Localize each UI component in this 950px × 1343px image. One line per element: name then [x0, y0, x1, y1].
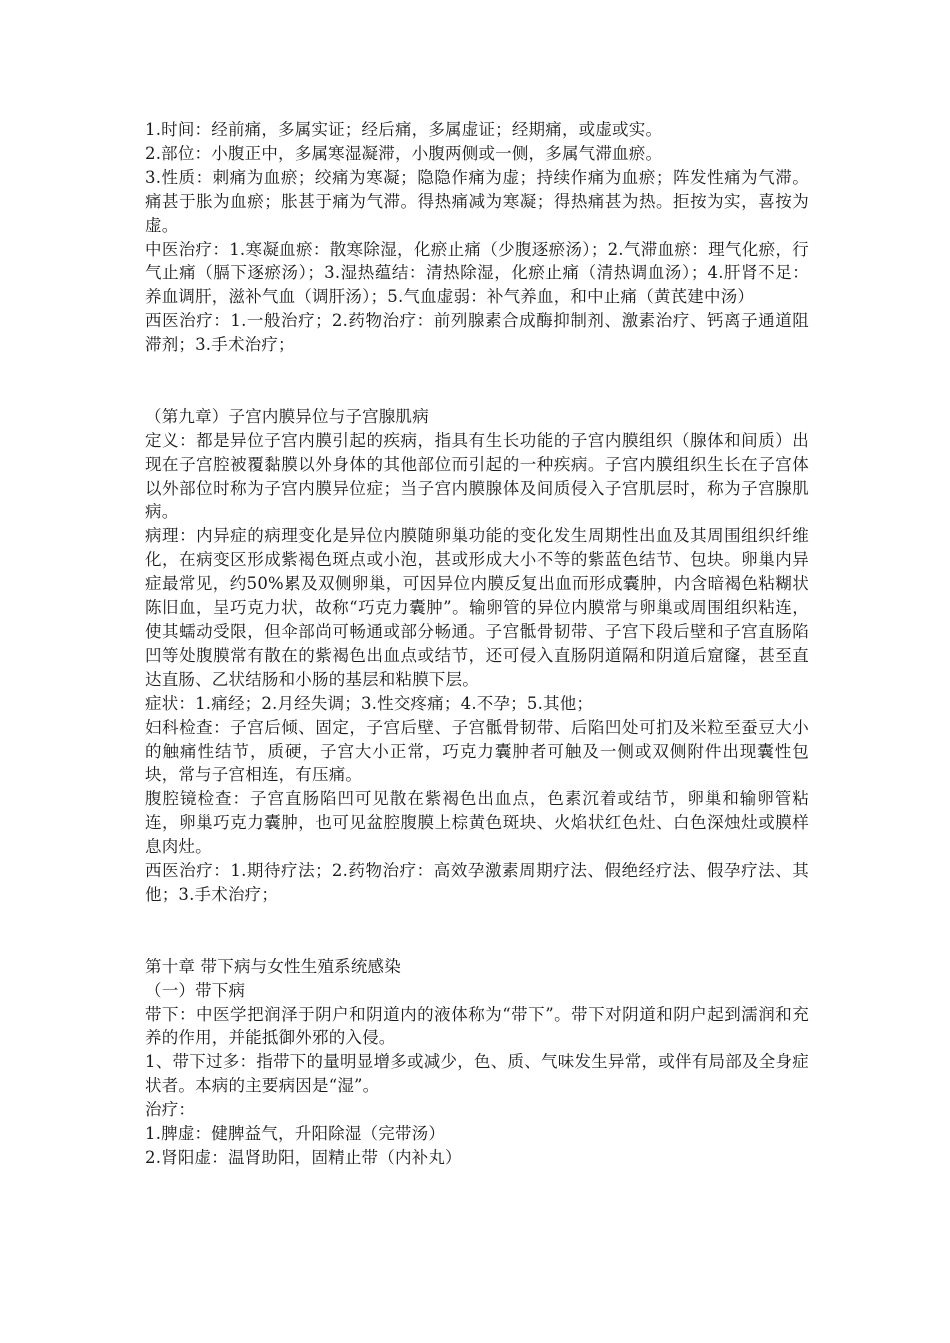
- definition-paragraph: 定义：都是异位子宫内膜引起的疾病，指具有生长功能的子宫内膜组织（腺体和间质）出现在子宫腔被覆黏膜以外身体的其他部位而引起的一种疾病。子宫内膜组织生长在子宫体以外部位时称为子宫内膜异位症；当子宫内膜腺体及间质侵入子宫肌层时，称为子宫腺肌病。: [145, 430, 809, 522]
- leukorrhea-definition-paragraph: 带下：中医学把润泽于阴户和阴道内的液体称为“带下”。带下对阴道和阴户起到濡润和充养的作用，并能抵御外邪的入侵。: [145, 1004, 809, 1048]
- document-page: [145, 118, 809, 1170]
- chapter-ten-heading: 第十章 带下病与女性生殖系统感染: [145, 956, 401, 976]
- treatment-label: 治疗：: [145, 1100, 196, 1120]
- dysmenorrhea-time-item: 1.时间：经前痛，多属实证；经后痛，多属虚证；经期痛，或虚或实。: [145, 120, 663, 139]
- western-treatment-paragraph: 西医治疗：1.一般治疗；2.药物治疗：前列腺素合成酶抑制剂、激素治疗、钙离子通道阻滞剂；3.手术治疗；: [145, 311, 809, 355]
- western-treatment-paragraph-2: 西医治疗：1.期待疗法；2.药物治疗：高效孕激素周期疗法、假绝经疗法、假孕疗法、其他；3.手术治疗；: [145, 861, 809, 904]
- gynecologic-exam-paragraph: 妇科检查：子宫后倾、固定，子宫后壁、子宫骶骨韧带、后陷凹处可扪及米粒至蚕豆大小的触痛性结节，质硬，子宫大小正常，巧克力囊肿者可触及一侧或双侧附件出现囊性包块，常与子宫相连，有压痛。: [145, 717, 809, 785]
- section-spacer: [145, 357, 809, 405]
- section-spacer: [145, 907, 809, 955]
- chapter-nine-heading: （第九章）子宫内膜异位与子宫腺肌病: [145, 406, 429, 426]
- tcm-treatment-paragraph: 中医治疗：1.寒凝血瘀：散寒除湿，化瘀止痛（少腹逐瘀汤）；2.气滞血瘀：理气化瘀，行气止痛（膈下逐瘀汤）；3.湿热蕴结：清热除湿，化瘀止痛（清热调血汤）；4.肝肾不足：养血调肝，滋补气血（调肝汤）；5.气血虚弱：补气养血，和中止痛（黄芪建中汤）: [145, 239, 809, 307]
- dysmenorrhea-location-item: 2.部位：小腹正中，多属寒湿凝滞，小腹两侧或一侧，多属气滞血瘀。: [145, 143, 663, 163]
- excessive-leukorrhea-paragraph: 1、带下过多：指带下的量明显增多或减少，色、质、气味发生异常，或伴有局部及全身症状者。本病的主要病因是“湿”。: [145, 1052, 809, 1096]
- laparoscopy-paragraph: 腹腔镜检查：子宫直肠陷凹可见散在紫褐色出血点，色素沉着或结节，卵巢和输卵管粘连，卵巢巧克力囊肿，也可见盆腔腹膜上棕黄色斑块、火焰状红色灶、白色深烛灶或膜样息肉灶。: [145, 789, 809, 857]
- dysmenorrhea-nature-item: 3.性质：刺痛为血瘀；绞痛为寒凝；隐隐作痛为虚；持续作痛为血瘀；阵发性痛为气滞。痛甚于胀为血瘀；胀甚于痛为气滞。得热痛减为寒凝；得热痛甚为热。拒按为实，喜按为虚。: [145, 167, 809, 235]
- treatment-item-spleen: 1.脾虚：健脾益气，升阳除湿（完带汤）: [145, 1124, 446, 1144]
- pathology-paragraph: 病理：内异症的病理变化是异位内膜随卵巢功能的变化发生周期性出血及其周围组织纤维化，在病变区形成紫褐色斑点或小泡，甚或形成大小不等的紫蓝色结节、包块。卵巢内异症最常见，约50%累及双侧卵巢，可因异位内膜反复出血而形成囊肿，内含暗褐色粘糊状陈旧血，呈巧克力状，故称“巧克力囊肿”。输卵管的异位内膜常与卵巢或周围组织粘连，使其蠕动受限，但伞部尚可畅通或部分畅通。子宫骶骨韧带、子宫下段后壁和子宫直肠陷凹等处腹膜常有散在的紫褐色出血点或结节，还可侵入直肠阴道隔和阴道后窟窿，甚至直达直肠、乙状结肠和小肠的基层和粘膜下层。: [145, 526, 809, 689]
- treatment-item-kidney: 2.肾阳虚：温肾助阳，固精止带（内补丸）: [145, 1147, 462, 1167]
- symptoms-paragraph: 症状：1.痛经；2.月经失调；3.性交疼痛；4.不孕；5.其他；: [145, 693, 594, 713]
- subsection-heading: （一）带下病: [145, 980, 246, 1000]
